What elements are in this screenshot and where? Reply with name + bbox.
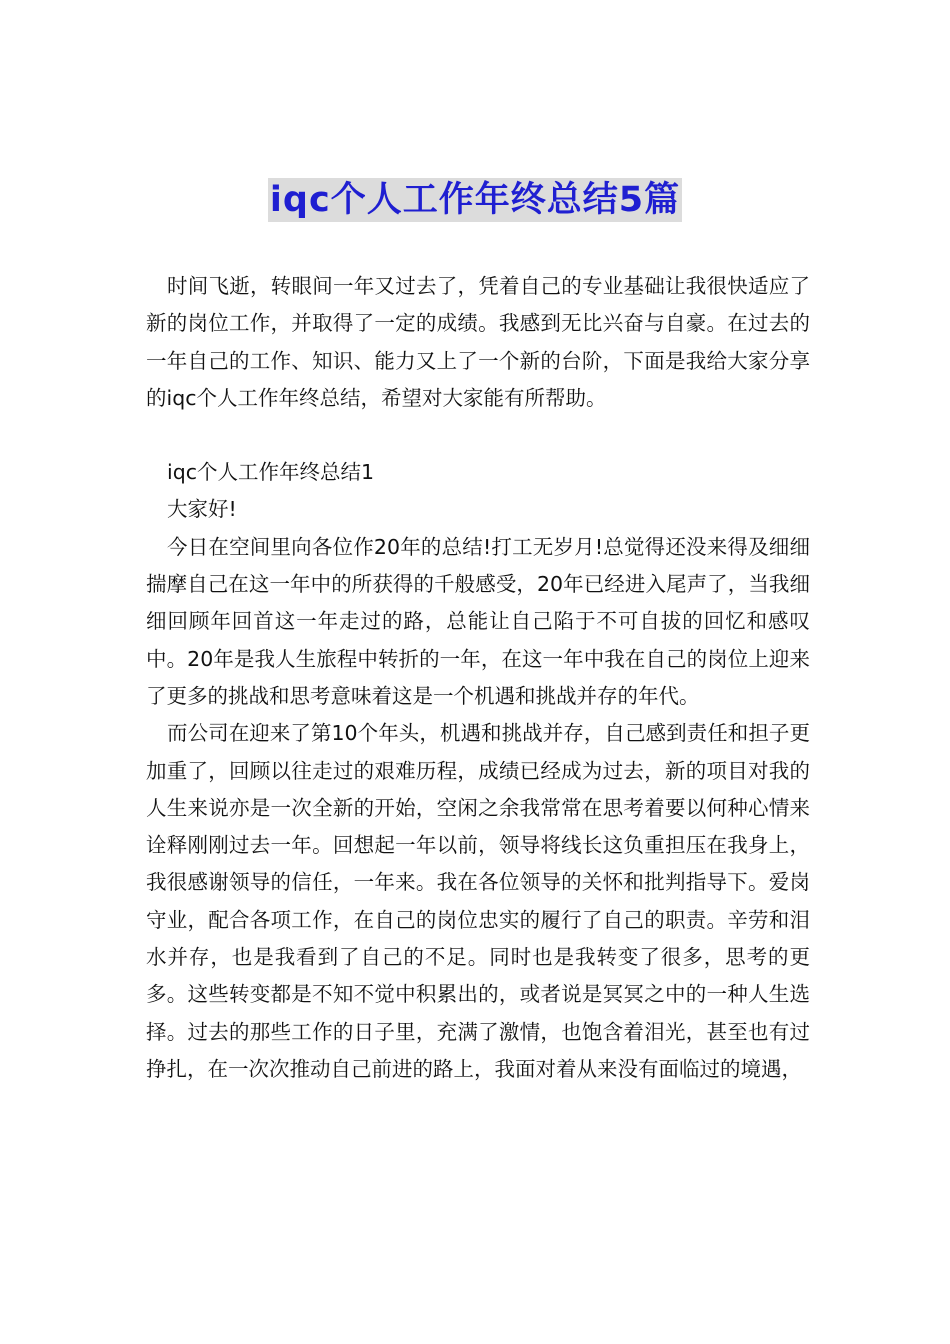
document-title: iqc个人工作年终总结5篇: [269, 180, 681, 220]
body-paragraph-1: 今日在空间里向各位作20年的总结!打工无岁月!总觉得还没来得及细细揣摩自己在这一年中的所获得的千般感受，20年已经进入尾声了，当我细细回顾年回首这一年走过的路，总能让自己陷于不可自拔的回忆和感叹中。20年是我人生旅程中转折的一年，在这一年中我在自己的岗位上迎来了更多的挑战和思考意味着这是一个机遇和挑战并存的年代。: [146, 534, 810, 708]
body-paragraph-2: 而公司在迎来了第10个年头，机遇和挑战并存，自己感到责任和担子更加重了，回顾以往走过的艰难历程，成绩已经成为过去，新的项目对我的人生来说亦是一次全新的开始，空闲之余我常常在思考着要以何种心情来诠释刚刚过去一年。回想起一年以前，领导将线长这负重担压在我身上，我很感谢领导的信任，一年来。我在各位领导的关怀和批判指导下。爱岗守业，配合各项工作，在自己的岗位忠实的履行了自己的职责。辛劳和泪水并存，也是我看到了自己的不足。同时也是我转变了很多，思考的更多。这些转变都是不知不觉中积累出的，或者说是冥冥之中的一种人生选择。过去的那些工作的日子里，充满了激情，也饱含着泪光，甚至也有过挣扎，在一次次推动自己前进的路上，我面对着从来没有面临过的境遇，: [146, 721, 810, 1081]
title-container: [0, 178, 950, 222]
greeting: 大家好!: [167, 497, 237, 522]
intro-paragraph: 时间飞逝，转眼间一年又过去了，凭着自己的专业基础让我很快适应了新的岗位工作，并取得了一定的成绩。我感到无比兴奋与自豪。在过去的一年自己的工作、知识、能力又上了一个新的台阶，下面是我给大家分享的iqc个人工作年终总结，希望对大家能有所帮助。: [146, 274, 810, 410]
section-heading: iqc个人工作年终总结1: [167, 460, 375, 485]
document-body: [146, 268, 810, 1088]
paragraph-spacer: [146, 417, 810, 454]
